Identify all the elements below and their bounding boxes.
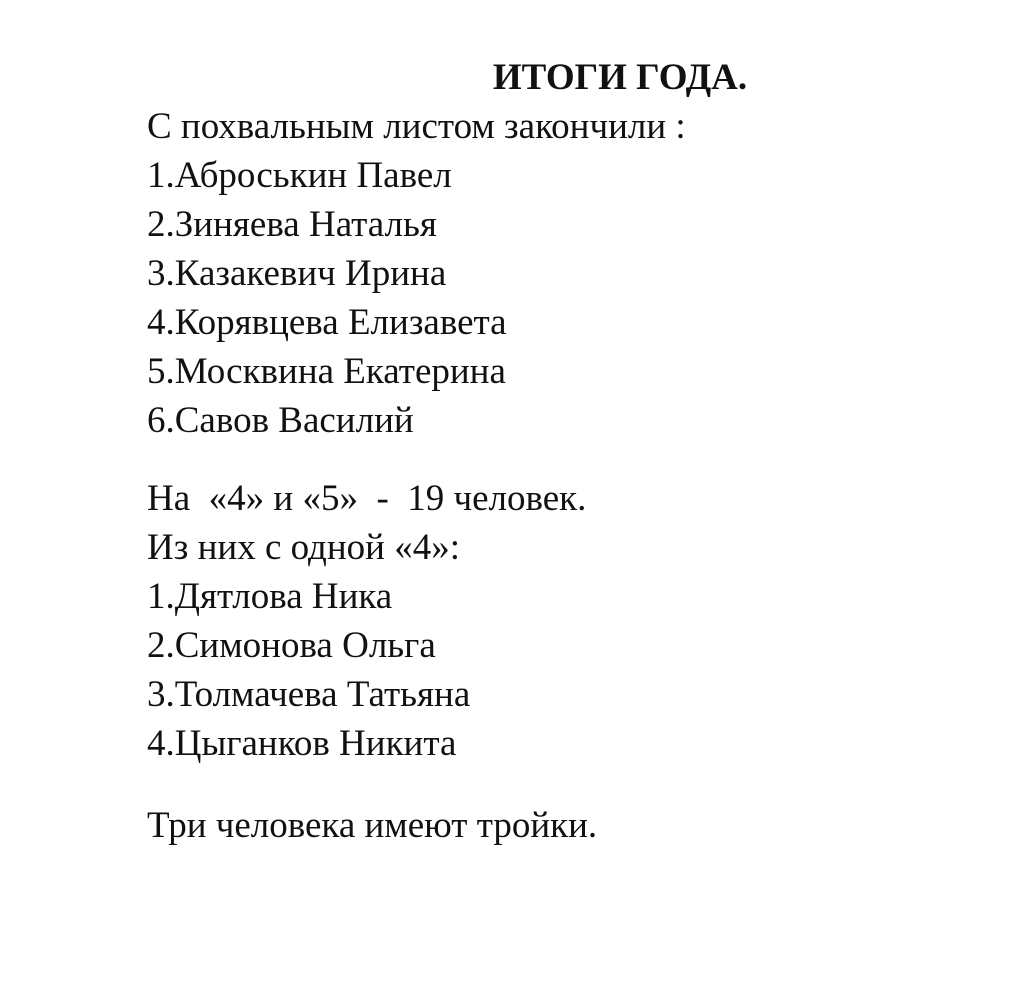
honors-heading: С похвальным листом закончили : — [147, 106, 686, 147]
good-grades-student: 4.Цыганков Никита — [147, 723, 457, 764]
honors-section — [147, 102, 686, 445]
good-grades-student: 3.Толмачева Татьяна — [147, 674, 471, 715]
honors-student: 3.Казакевич Ирина — [147, 253, 447, 294]
good-grades-student: 2.Симонова Ольга — [147, 625, 436, 666]
good-grades-section — [147, 474, 586, 768]
honors-student: 1.Аброськин Павел — [147, 155, 452, 196]
honors-student: 5.Москвина Екатерина — [147, 351, 506, 392]
honors-student: 4.Корявцева Елизавета — [147, 302, 507, 343]
good-grades-summary: На «4» и «5» - 19 человек. — [147, 478, 587, 519]
honors-student: 6.Савов Василий — [147, 400, 414, 441]
document-title: ИТОГИ ГОДА. — [492, 57, 748, 98]
note-section — [147, 801, 597, 850]
good-grades-student: 1.Дятлова Ника — [147, 576, 393, 617]
honors-student: 2.Зиняева Наталья — [147, 204, 437, 245]
threes-note: Три человека имеют тройки. — [147, 805, 598, 846]
good-grades-subheading: Из них с одной «4»: — [147, 527, 461, 568]
